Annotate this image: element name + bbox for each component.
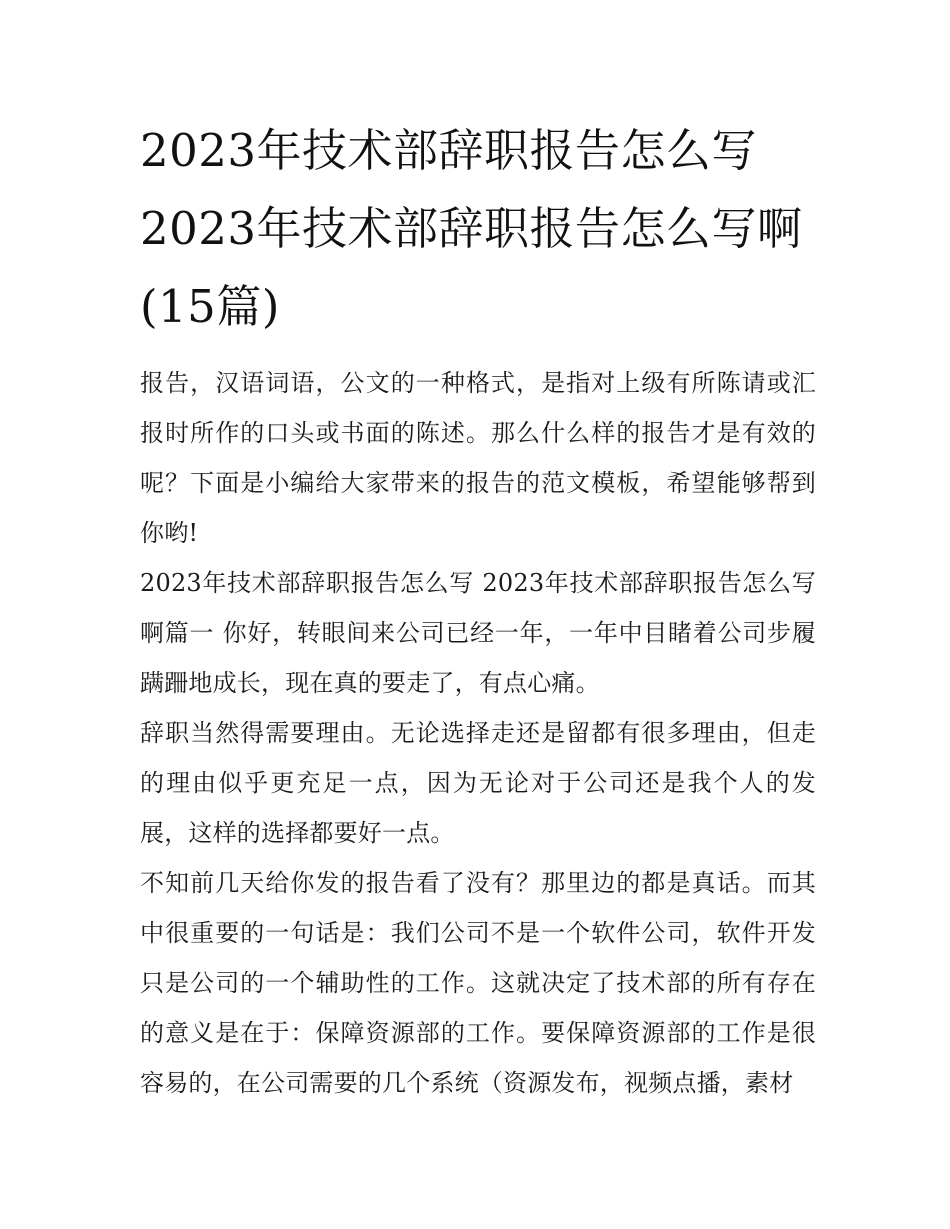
paragraph-part-one: 2023年技术部辞职报告怎么写 2023年技术部辞职报告怎么写啊篇一 你好，转眼间来公司已经一年，一年中目睹着公司步履蹒跚地成长，现在真的要走了，有点心痛。: [140, 569, 816, 697]
document-title: 2023年技术部辞职报告怎么写 2023年技术部辞职报告怎么写啊(15篇): [140, 124, 803, 333]
paragraph-intro: 报告，汉语词语，公文的一种格式，是指对上级有所陈请或汇报时所作的口头或书面的陈述。那么什么样的报告才是有效的呢？下面是小编给大家带来的报告的范文模板，希望能够帮到你哟!: [140, 369, 816, 547]
paragraph-reason: 辞职当然得需要理由。无论选择走还是留都有很多理由，但走的理由似乎更充足一点，因为无论对于公司还是我个人的发展，这样的选择都要好一点。: [140, 719, 816, 847]
paragraph-report: 不知前几天给你发的报告看了没有？那里边的都是真话。而其中很重要的一句话是：我们公司不是一个软件公司，软件开发只是公司的一个辅助性的工作。这就决定了技术部的所有存在的意义是在于：保障资源部的工作。要保障资源部的工作是很容易的，在公司需要的几个系统（资源发布，视频点播，素材: [140, 869, 816, 1097]
document-page: [140, 112, 816, 1108]
